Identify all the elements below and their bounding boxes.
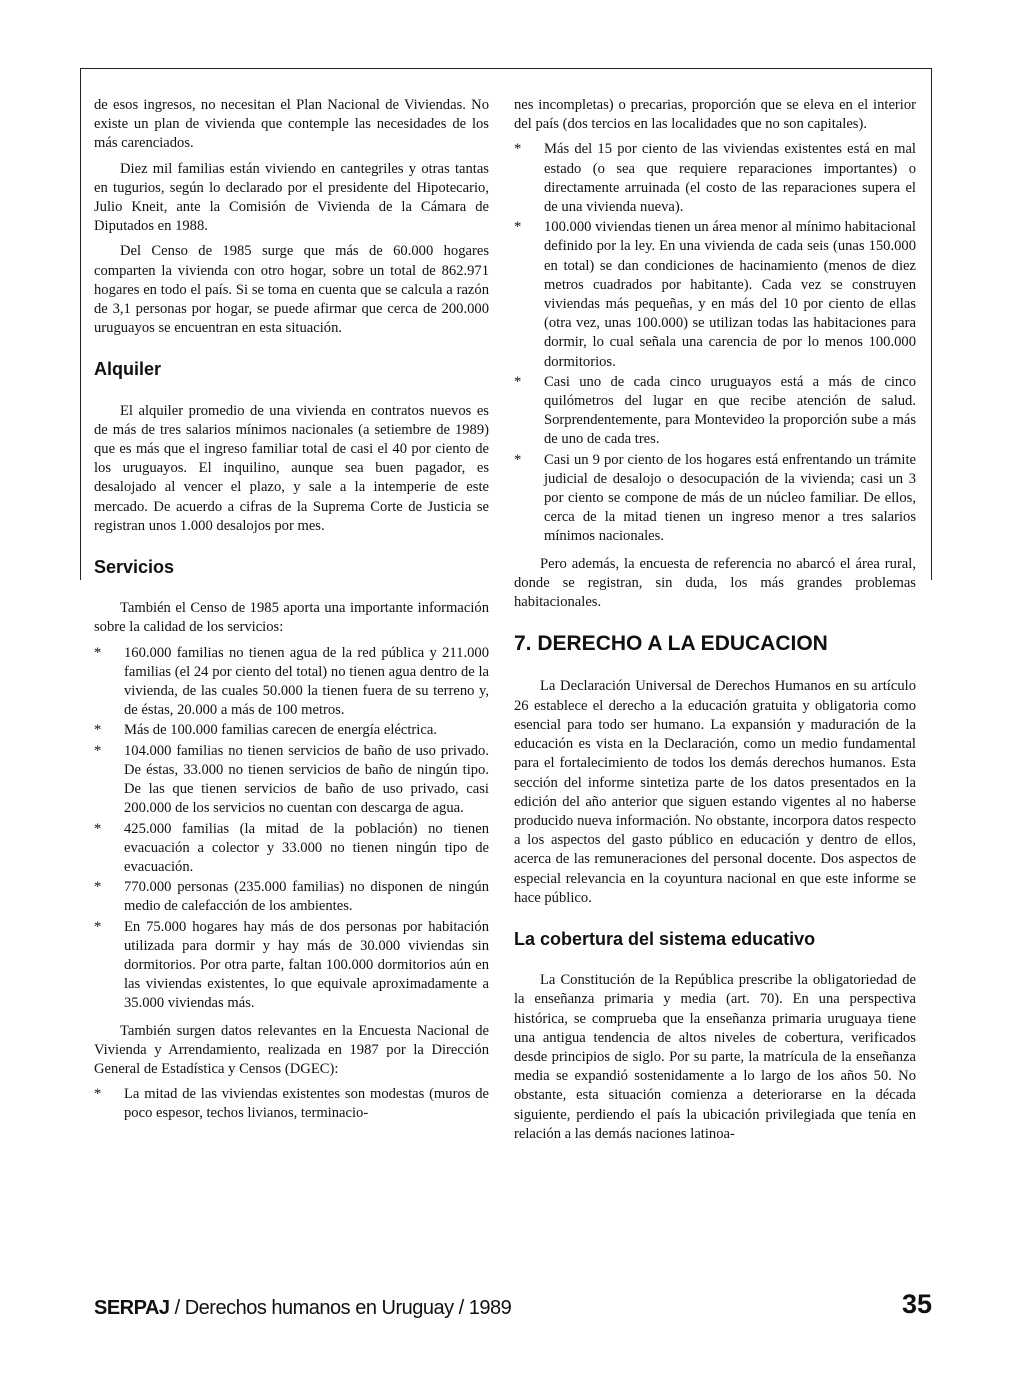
housing-bullet-list: [514, 140, 916, 546]
paragraph: Diez mil familias están viviendo en cantegriles y otras tantas en tugurios, según lo declarado por el presidente del Hipotecario, Julio Kneit, ante la Comisión de Vivienda de la Cámara de Diputados en 1988.: [94, 160, 489, 235]
bullet-asterisk: *: [94, 918, 102, 935]
list-item: * Más del 15 por ciento de las viviendas existentes está en mal estado (o sea que requiere reparaciones importantes) o directamente arruinada (el costo de las reparaciones supera el de una vivienda nueva).: [514, 141, 916, 216]
page-footer: [94, 1289, 932, 1325]
paragraph: de esos ingresos, no necesitan el Plan Nacional de Viviendas. No existe un plan de vivienda que contemple las necesidades de los más carenciados.: [94, 97, 489, 152]
paragraph: La Constitución de la República prescribe la obligatoriedad de la enseñanza primaria y media (art. 70). En una perspectiva histórica, se comprueba que la enseñanza primaria uruguaya tiene una antigua tendencia de altos niveles de cobertura, verificados desde principios de siglo. Por su parte, la matrícula de la enseñanza media se expandió sostenidamente a lo largo de los años 50. No obstante, esta situación comienza a deteriorarse en la década siguiente, perdiendo el país la ubicación privilegiada que tenía en relación a las demás naciones latinoa-: [514, 972, 916, 1142]
chapter-heading: 7. DERECHO A LA EDUCACION: [514, 632, 828, 656]
page-number: 35: [901, 1289, 932, 1319]
right-column: [514, 96, 916, 1150]
list-item: * 104.000 familias no tienen servicios de baño de uso privado. De éstas, 33.000 no tienen servicios de baño de ningún tipo. De las que tienen servicios de baño de uso privado, casi 200.000 de los servicios no cuentan con descarga de agua.: [94, 742, 489, 817]
bullet-asterisk: *: [514, 219, 522, 236]
list-item: * La mitad de las viviendas existentes son modestas (muros de poco espesor, techos livianos, terminacio-: [94, 1086, 489, 1122]
bullet-asterisk: *: [94, 742, 102, 759]
list-item: * 425.000 familias (la mitad de la población) no tienen evacuación a colector y 33.000 no tienen ningún tipo de evacuación.: [94, 820, 489, 875]
list-item: * 160.000 familias no tienen agua de la red pública y 211.000 familias (el 24 por ciento del total) no tienen agua dentro de la vivienda, de las cuales 50.000 la tienen fuera de su terreno y, de éstas, 20.000 a más de 100 metros.: [94, 644, 489, 719]
section-heading-servicios: Servicios: [94, 557, 175, 578]
footer-publication: [94, 1297, 511, 1320]
paragraph: Pero además, la encuesta de referencia no abarcó el área rural, donde se registran, sin duda, los más grandes problemas habitacionales.: [514, 555, 916, 611]
bullet-asterisk: *: [94, 879, 102, 896]
bullet-asterisk: *: [94, 1086, 102, 1103]
list-item: * Más de 100.000 familias carecen de energía eléctrica.: [94, 721, 489, 740]
bullet-asterisk: *: [94, 820, 102, 837]
paragraph: Del Censo de 1985 surge que más de 60.000 hogares comparten la vivienda con otro hogar, sobre un total de 862.971 hogares en todo el país. Si se toma en cuenta que se calcula a razón de 3,1 personas por hogar, se puede afirmar que cerca de 200.000 uruguayos se encuentran en esta situación.: [94, 243, 489, 337]
paragraph: También el Censo de 1985 aporta una importante información sobre la calidad de los servicios:: [94, 600, 489, 636]
section-heading-cobertura: La cobertura del sistema educativo: [514, 928, 816, 949]
bullet-asterisk: *: [514, 141, 522, 158]
bullet-asterisk: *: [514, 451, 522, 468]
list-item: * 770.000 personas (235.000 familias) no disponen de ningún medio de calefacción de los ambientes.: [94, 879, 489, 915]
paragraph: También surgen datos relevantes en la Encuesta Nacional de Vivienda y Arrendamiento, realizada en 1987 por la Dirección General de Estadística y Censos (DGEC):: [94, 1022, 489, 1077]
left-column: [94, 96, 489, 1132]
paragraph: nes incompletas) o precarias, proporción que se eleva en el interior del país (dos tercios en las localidades que no son capitales).: [514, 97, 916, 133]
paragraph: La Declaración Universal de Derechos Humanos en su artículo 26 establece el derecho a la educación gratuita y obligatoria como esencial para todo ser humano. La expansión y maduración de la educación es vista en la Declaración, como un medio fundamental para el fortalecimiento de todos los demás derechos humanos. Esta sección del informe sintetiza parte de los datos presentados en la edición del año anterior que siguen estando vigentes al no haberse producido nueva información. No obstante, incorpora datos respecto a los aspectos del gasto público en educación y dentro de ellos, acerca de las remuneraciones del personal docente. Dos aspectos de especial relevancia en la coyuntura nacional en que este informe se hace público.: [514, 678, 916, 906]
list-item: * En 75.000 hogares hay más de dos personas por habitación utilizada para dormir y hay más de 30.000 viviendas sin dormitorios. Por otra parte, faltan 100.000 dormitorios aún en las viviendas existentes, lo que equivale aproximadamente a 35.000 viviendas más.: [94, 918, 489, 1012]
list-item: * Casi uno de cada cinco uruguayos está a más de cinco quilómetros del lugar en que recibe atención de salud. Sorprendentemente, para Montevideo la proporción sube a más de uno de cada tres.: [514, 373, 916, 448]
list-item: * 100.000 viviendas tienen un área menor al mínimo habitacional definido por la ley. En una vivienda de cada seis (unas 150.000 en total) se dan condiciones de hacinamiento (menos de diez metros cuadrados por habitante). Cada vez se construyen viviendas más pequeñas, y en más del 10 por ciento de ellas (otra vez, unas 100.000) se utilizan todas las habitaciones para dormir, lo cual señala una carencia de por lo menos 100.000 dormitorios.: [514, 219, 916, 370]
bullet-asterisk: *: [514, 373, 522, 390]
paragraph: El alquiler promedio de una vivienda en contratos nuevos es de más de tres salarios mínimos nacionales (a setiembre de 1989) que es más que el ingreso familiar total de casi el 40 por ciento de los uruguayos. El inquilino, aunque sea buen pagador, es desalojado al vencer el plazo, y sale a la intemperie de este mercado. De acuerdo a cifras de la Suprema Corte de Justicia se registran unos 1.000 desalojos por mes.: [94, 402, 489, 534]
bullet-asterisk: *: [94, 722, 102, 739]
survey-bullet-list: [94, 1085, 489, 1123]
footer-brand: SERPAJ: [94, 1297, 170, 1319]
list-item: * Casi un 9 por ciento de los hogares está enfrentando un trámite judicial de desalojo o desocupación de la vivienda; casi un 3 por ciento se compone de más de un núcleo familiar. De ellos, cerca de la mitad tienen un ingreso menor a tres salarios mínimos nacionales.: [514, 451, 916, 545]
footer-title: / Derechos humanos en Uruguay / 1989: [169, 1297, 512, 1319]
services-bullet-list: [94, 644, 489, 1014]
section-heading-alquiler: Alquiler: [94, 359, 162, 380]
bullet-asterisk: *: [94, 644, 102, 661]
